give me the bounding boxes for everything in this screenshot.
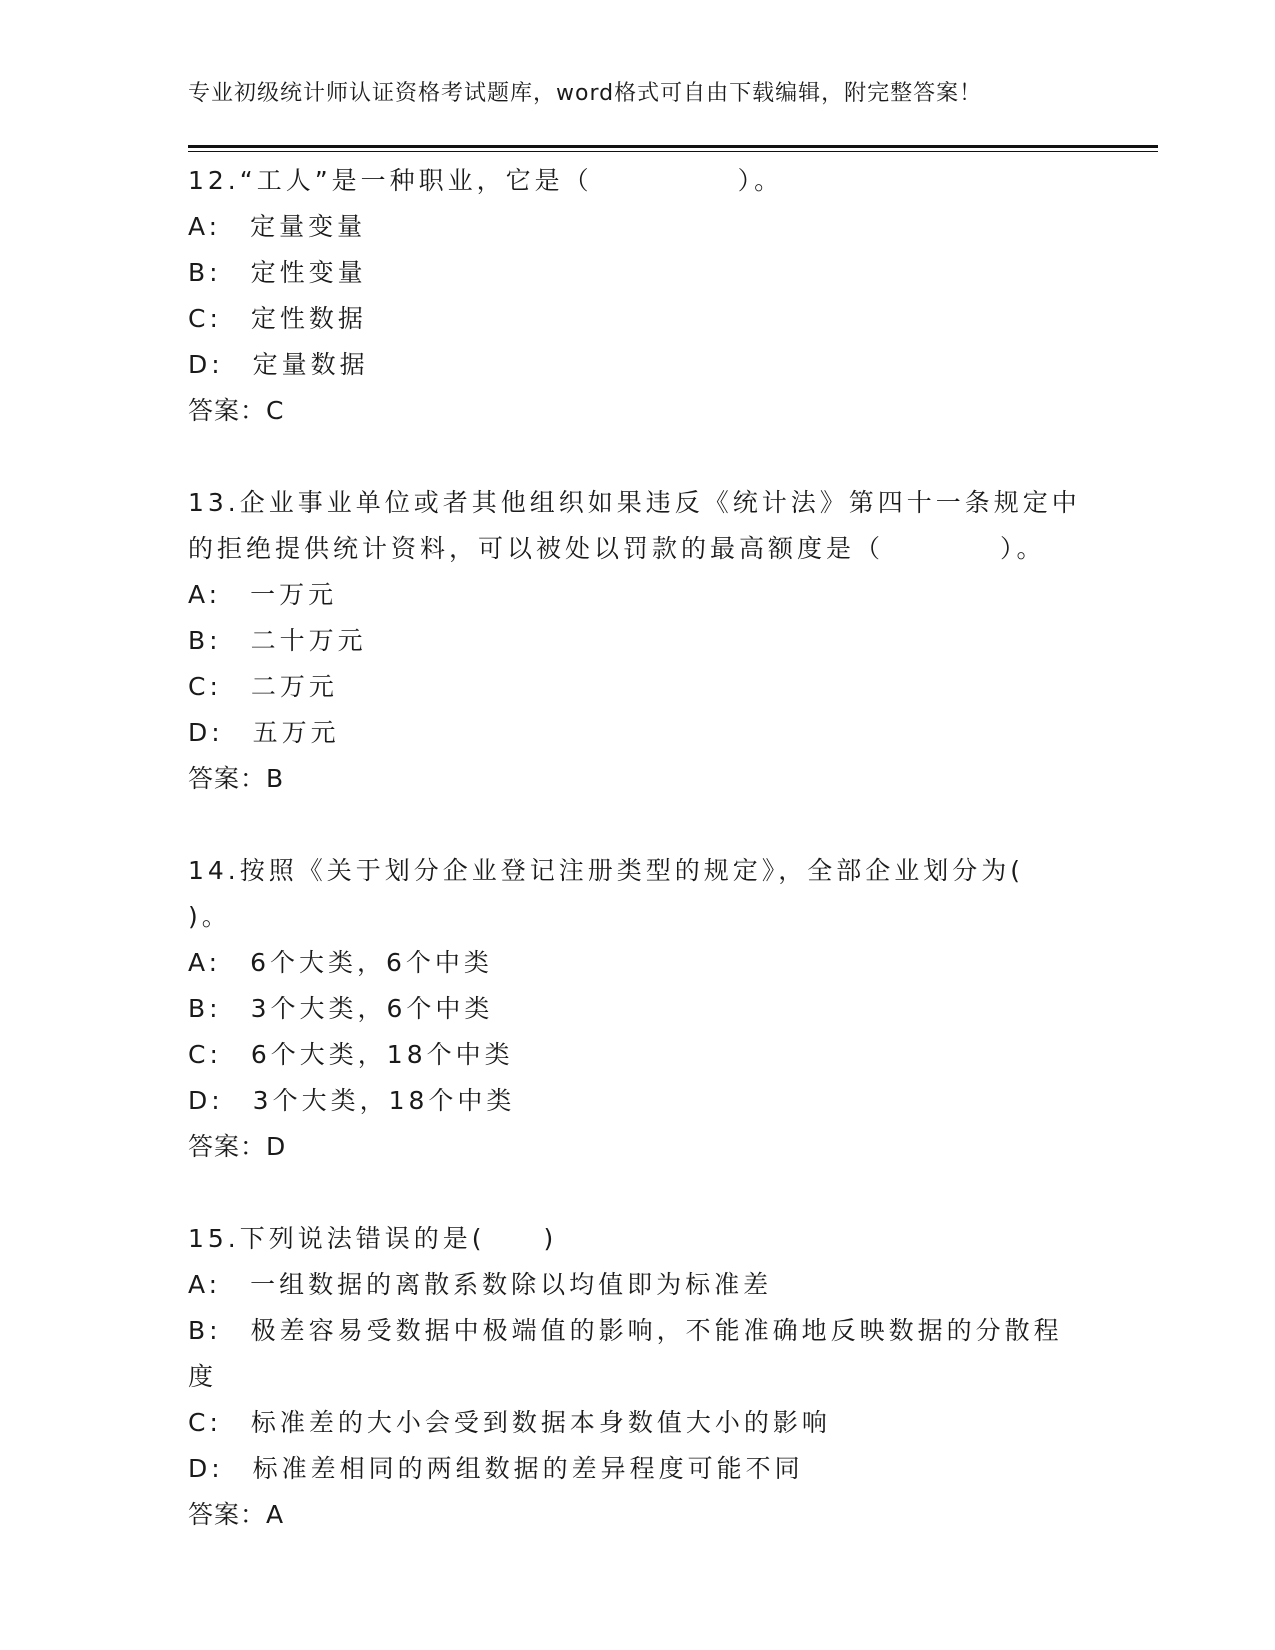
answer: 答案：D bbox=[188, 1132, 287, 1161]
question-stem: 13.企业事业单位或者其他组织如果违反《统计法》第四十一条规定中 bbox=[188, 488, 1081, 517]
answer: 答案：A bbox=[188, 1500, 285, 1529]
option-a: A: 一组数据的离散系数除以均值即为标准差 bbox=[188, 1270, 773, 1299]
header-rule-thick bbox=[188, 145, 1158, 148]
option-d: D: 五万元 bbox=[188, 718, 340, 747]
option-a: A: 一万元 bbox=[188, 580, 338, 609]
option-d: D: 标准差相同的两组数据的差异程度可能不同 bbox=[188, 1454, 804, 1483]
page-header: 专业初级统计师认证资格考试题库，word格式可自由下载编辑，附完整答案！ bbox=[188, 81, 983, 106]
option-a: A: 定量变量 bbox=[188, 212, 367, 241]
question-15 bbox=[188, 1216, 1088, 1538]
question-12 bbox=[188, 158, 1088, 434]
option-b: B: 二十万元 bbox=[188, 626, 367, 655]
question-stem: 15.下列说法错误的是( ) bbox=[188, 1224, 558, 1253]
question-14 bbox=[188, 848, 1088, 1170]
question-stem-continued: )。 bbox=[188, 902, 231, 931]
spacer bbox=[188, 1170, 1088, 1216]
spacer bbox=[188, 802, 1088, 848]
question-stem: 14.按照《关于划分企业登记注册类型的规定》，全部企业划分为( bbox=[188, 856, 1025, 885]
option-a: A: 6个大类，6个中类 bbox=[188, 948, 493, 977]
option-c: C: 标准差的大小会受到数据本身数值大小的影响 bbox=[188, 1408, 831, 1437]
answer: 答案：B bbox=[188, 764, 285, 793]
option-d: D: 定量数据 bbox=[188, 350, 369, 379]
question-13 bbox=[188, 480, 1088, 802]
question-stem-continued: 的拒绝提供统计资料，可以被处以罚款的最高额度是（ ）。 bbox=[188, 534, 1046, 563]
question-stem: 12.“工人”是一种职业，它是（ ）。 bbox=[188, 166, 784, 195]
option-c: C: 定性数据 bbox=[188, 304, 367, 333]
option-c: C: 二万元 bbox=[188, 672, 338, 701]
spacer bbox=[188, 434, 1088, 480]
option-b: B: 3个大类，6个中类 bbox=[188, 994, 494, 1023]
question-list bbox=[188, 158, 1088, 1538]
option-d: D: 3个大类，18个中类 bbox=[188, 1086, 516, 1115]
option-b: B: 定性变量 bbox=[188, 258, 367, 287]
header-rule-thin bbox=[188, 151, 1158, 152]
option-c: C: 6个大类，18个中类 bbox=[188, 1040, 514, 1069]
answer: 答案：C bbox=[188, 396, 285, 425]
option-b: B: 极差容易受数据中极端值的影响，不能准确地反映数据的分散程度 bbox=[188, 1316, 1063, 1391]
